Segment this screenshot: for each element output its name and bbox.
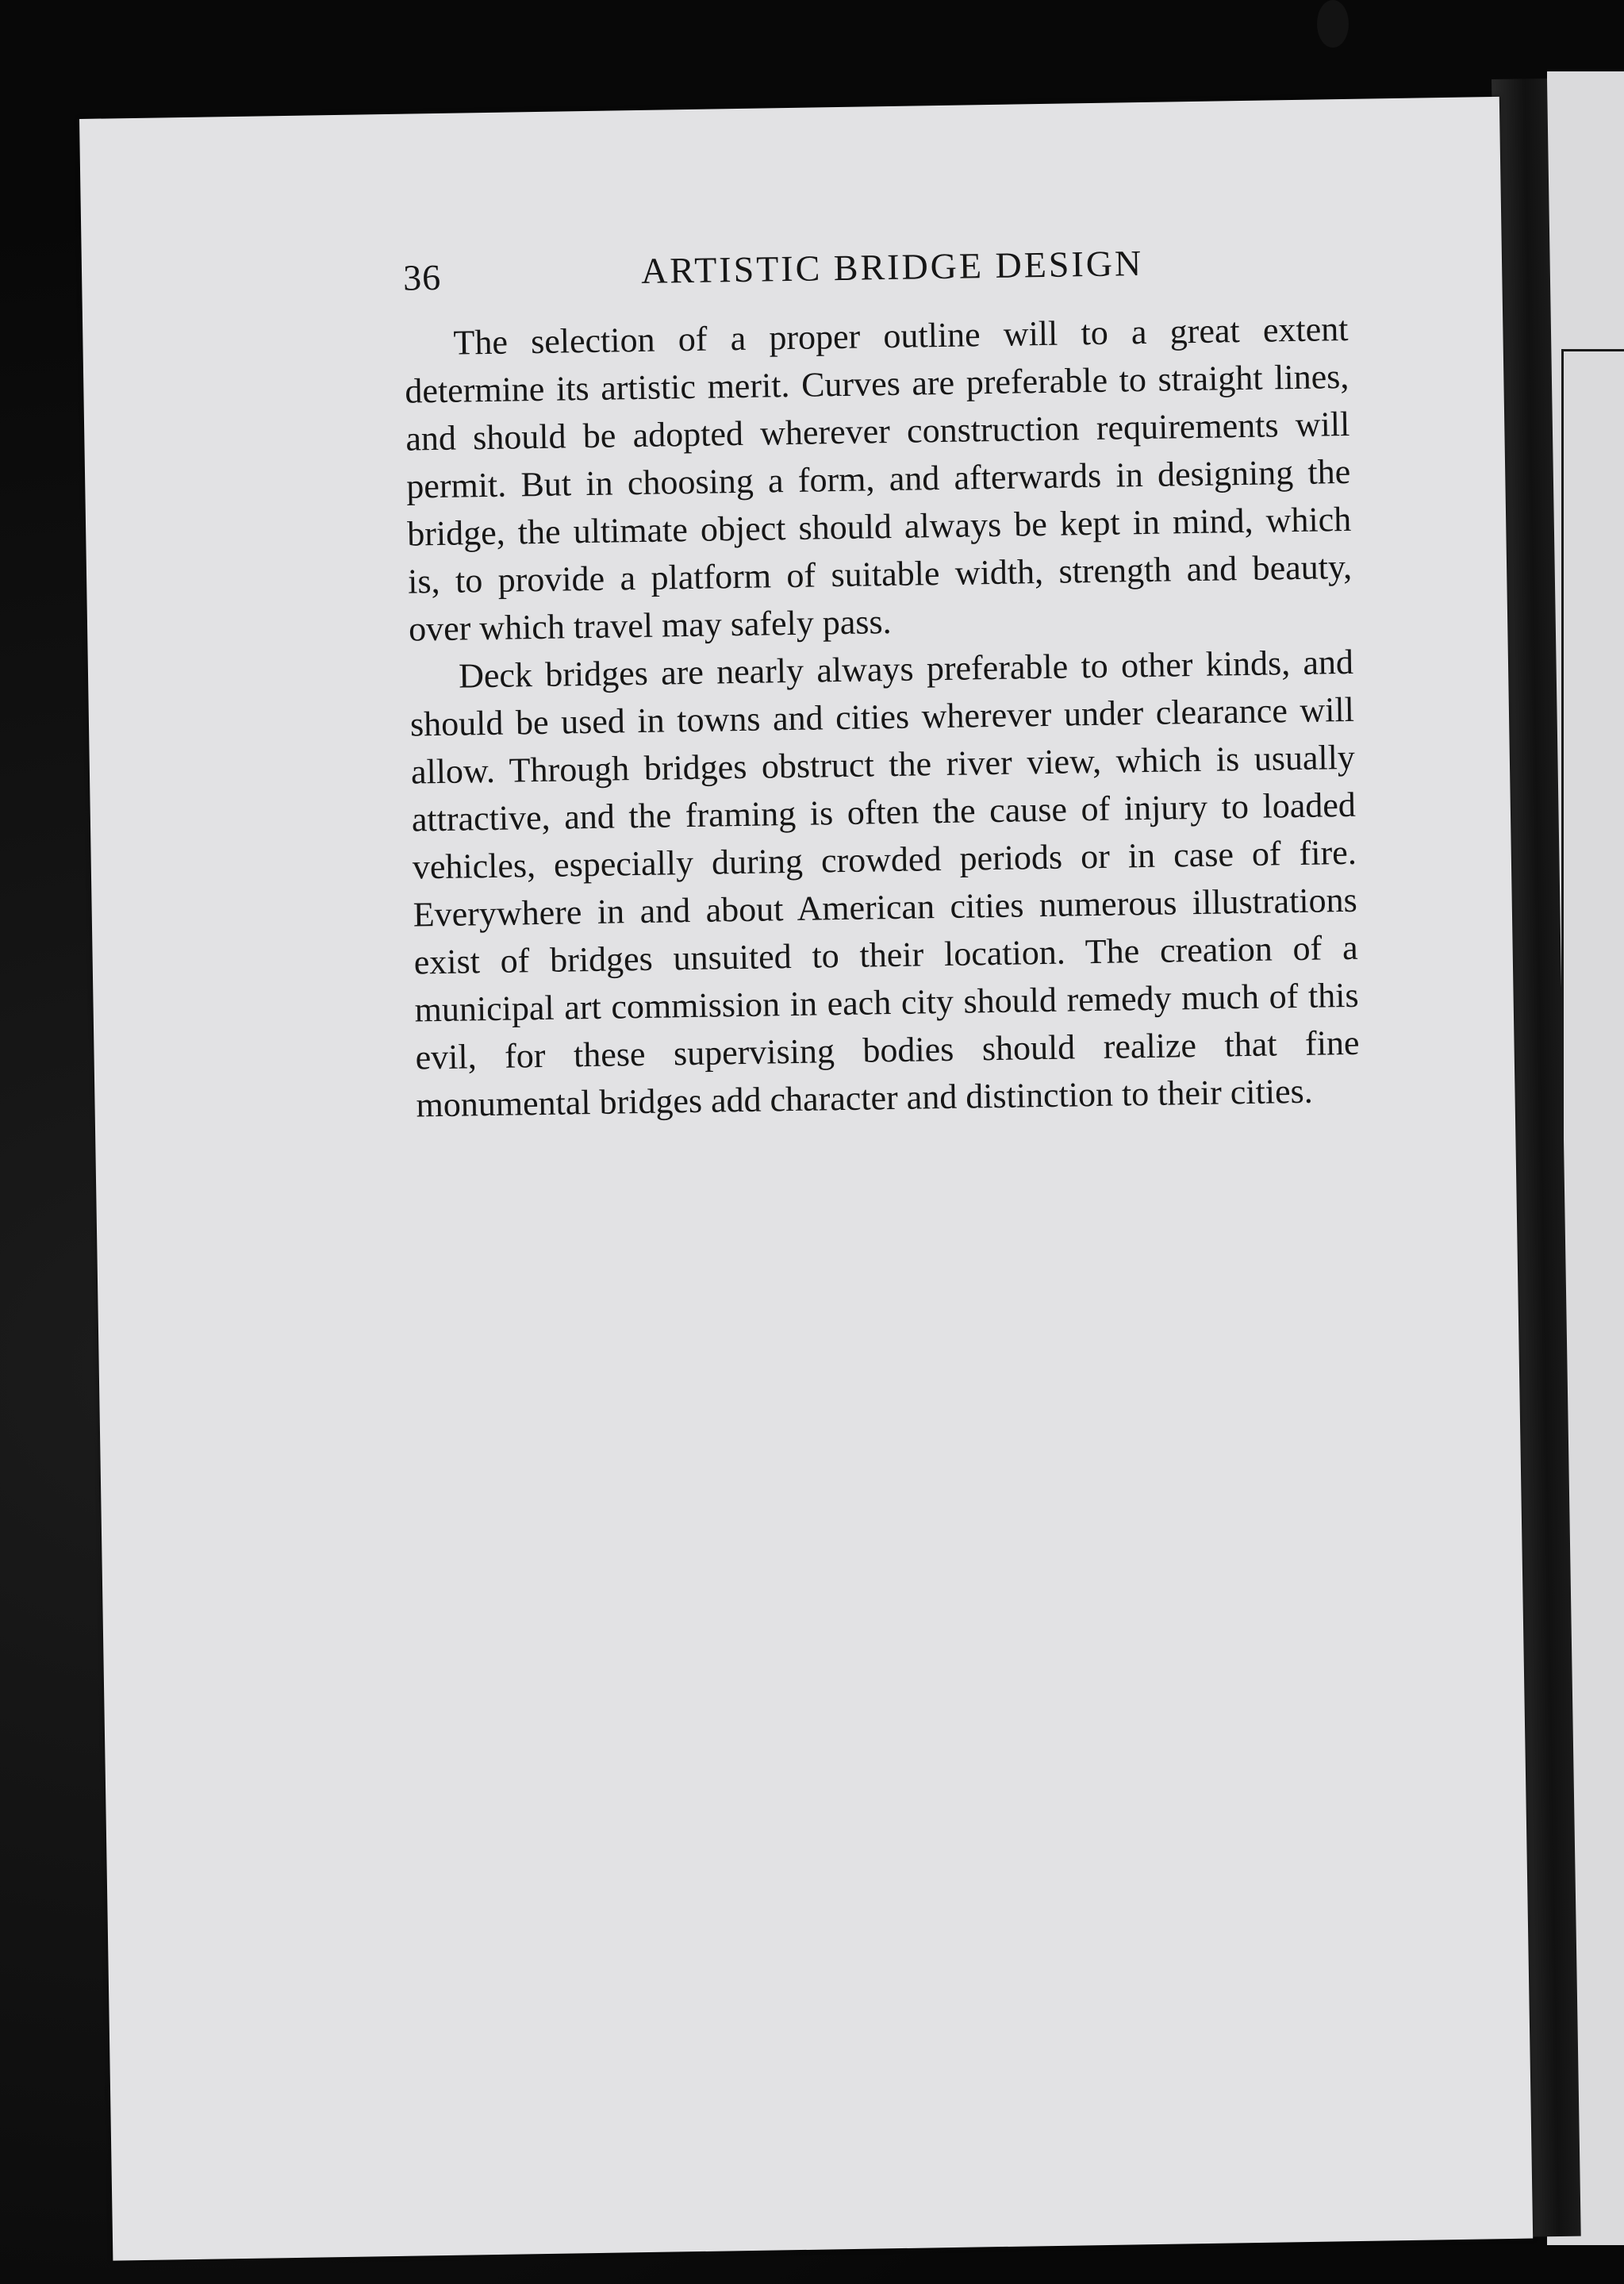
scan-smudge <box>1317 0 1349 48</box>
page-header <box>403 240 1435 312</box>
running-head: ARTISTIC BRIDGE DESIGN <box>640 242 1144 291</box>
page-number: 36 <box>402 256 442 298</box>
book-page <box>79 97 1533 2261</box>
paragraph-1: The selection of a proper outline will to a great extent determine its artistic merit. Curves are preferable to straight lines, and should be adopted wherever construction requirements will permit. But in choosing a form, and afterwards in designing the bridge, the ultimate object should always be kept in mind, which is, to provide a platform of suitable width, strength and beauty, over which travel may safely pass. <box>405 309 1353 649</box>
paragraph-2: Deck bridges are nearly always preferable to other kinds, and should be used in towns and cities wherever under clearance will allow. Through bridges obstruct the river view, which is usually attractive, and the framing is often the cause of injury to loaded vehicles, especially during crowded periods or in case of fire. Everywhere in and about American cities numerous illustrations exist of bridges unsuited to their location. The creation of a municipal art commission in each city should remedy much of this evil, for these supervising bodies should realize that fine monumental bridges add character and distinction to their cities. <box>409 642 1360 1125</box>
body-text <box>404 305 1361 1130</box>
